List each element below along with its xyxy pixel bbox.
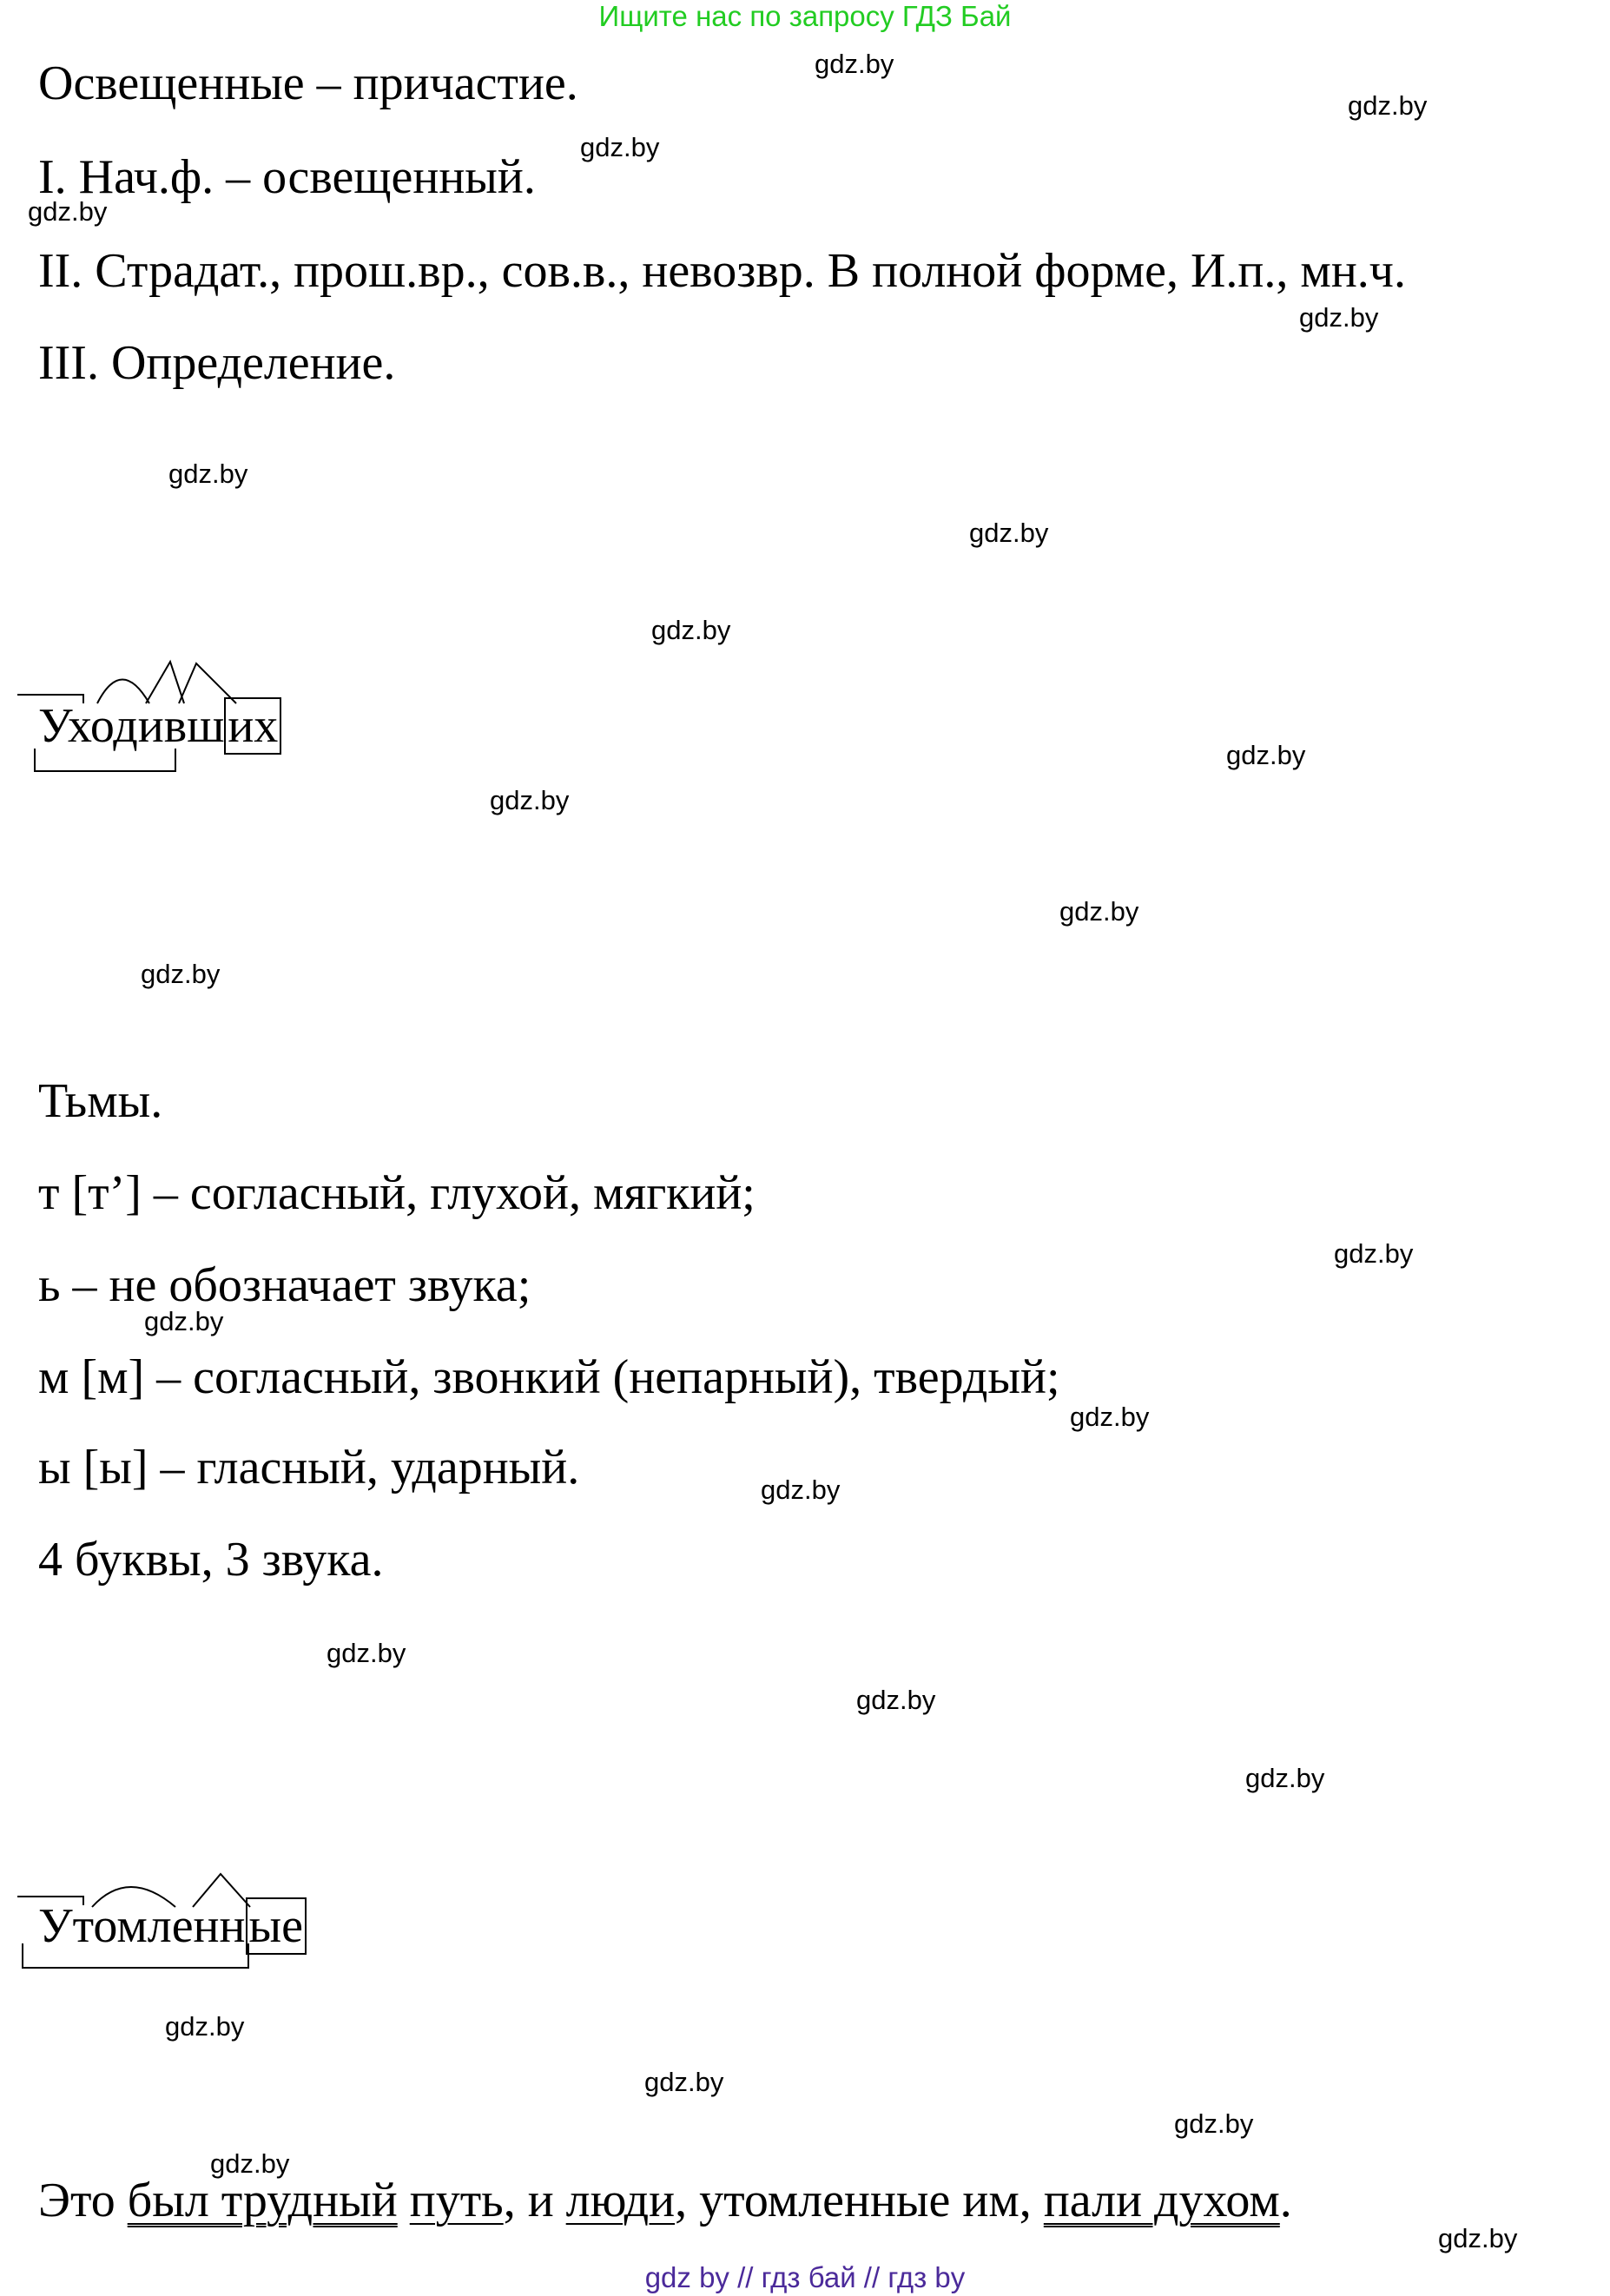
text-line: III. Определение. <box>38 336 396 390</box>
text-line: ь – не обозначает звука; <box>38 1258 531 1312</box>
watermark: gdz.by <box>165 2011 245 2042</box>
subject: люди <box>565 2174 676 2227</box>
sentence-text: . <box>1279 2174 1292 2227</box>
top-banner: Ищите нас по запросу ГДЗ Бай <box>598 0 1012 32</box>
word-stem: Уходивш <box>38 699 225 753</box>
watermark: gdz.by <box>141 959 221 989</box>
sentence-text: , и <box>503 2174 566 2227</box>
watermark: gdz.by <box>1334 1238 1414 1269</box>
watermark: gdz.by <box>1070 1402 1150 1432</box>
predicate: пали духом <box>1043 2174 1280 2227</box>
watermark: gdz.by <box>856 1685 936 1715</box>
watermark: gdz.by <box>1059 896 1139 927</box>
watermark: gdz.by <box>761 1475 841 1505</box>
watermark: gdz.by <box>651 615 731 645</box>
watermark: gdz.by <box>815 49 894 79</box>
text-line: м [м] – согласный, звонкий (непарный), твердый; <box>38 1350 1060 1404</box>
sentence-text: , утомленные им, <box>675 2174 1044 2227</box>
watermark: gdz.by <box>327 1638 406 1668</box>
word-stem: Утомленн <box>38 1899 246 1953</box>
text-line: II. Страдат., прош.вр., сов.в., невозвр. В полной форме, И.п., мн.ч. <box>38 244 1406 298</box>
watermark: gdz.by <box>1226 740 1306 770</box>
watermark: gdz.by <box>28 196 108 227</box>
text-line: т [т’] – согласный, глухой, мягкий; <box>38 1166 756 1220</box>
footer-links: gdz by // гдз бай // гдз by <box>644 2261 966 2293</box>
parsed-sentence <box>38 2176 1292 2225</box>
morpheme-word-2 <box>38 1899 307 1953</box>
text-line: ы [ы] – гласный, ударный. <box>38 1441 580 1494</box>
watermark: gdz.by <box>969 518 1049 548</box>
text-line: I. Нач.ф. – освещенный. <box>38 150 536 204</box>
word-ending: их <box>224 697 281 755</box>
watermark: gdz.by <box>1348 90 1428 121</box>
watermark: gdz.by <box>580 132 660 162</box>
sentence-text: Это <box>38 2174 128 2227</box>
watermark: gdz.by <box>1299 302 1379 333</box>
subject: путь <box>409 2174 504 2227</box>
text-line: Тьмы. <box>38 1074 163 1128</box>
predicate: был трудный <box>127 2174 398 2227</box>
watermark: gdz.by <box>1174 2108 1254 2139</box>
watermark: gdz.by <box>1438 2223 1518 2253</box>
watermark: gdz.by <box>490 785 570 815</box>
watermark: gdz.by <box>210 2148 290 2179</box>
text-line: Освещенные – причастие. <box>38 56 578 110</box>
watermark: gdz.by <box>168 459 248 489</box>
text-line: 4 буквы, 3 звука. <box>38 1533 384 1587</box>
sentence-text <box>398 2174 410 2227</box>
watermark: gdz.by <box>144 1306 224 1336</box>
watermark: gdz.by <box>1245 1763 1325 1793</box>
word-ending: ые <box>246 1897 307 1955</box>
watermark: gdz.by <box>644 2067 724 2097</box>
